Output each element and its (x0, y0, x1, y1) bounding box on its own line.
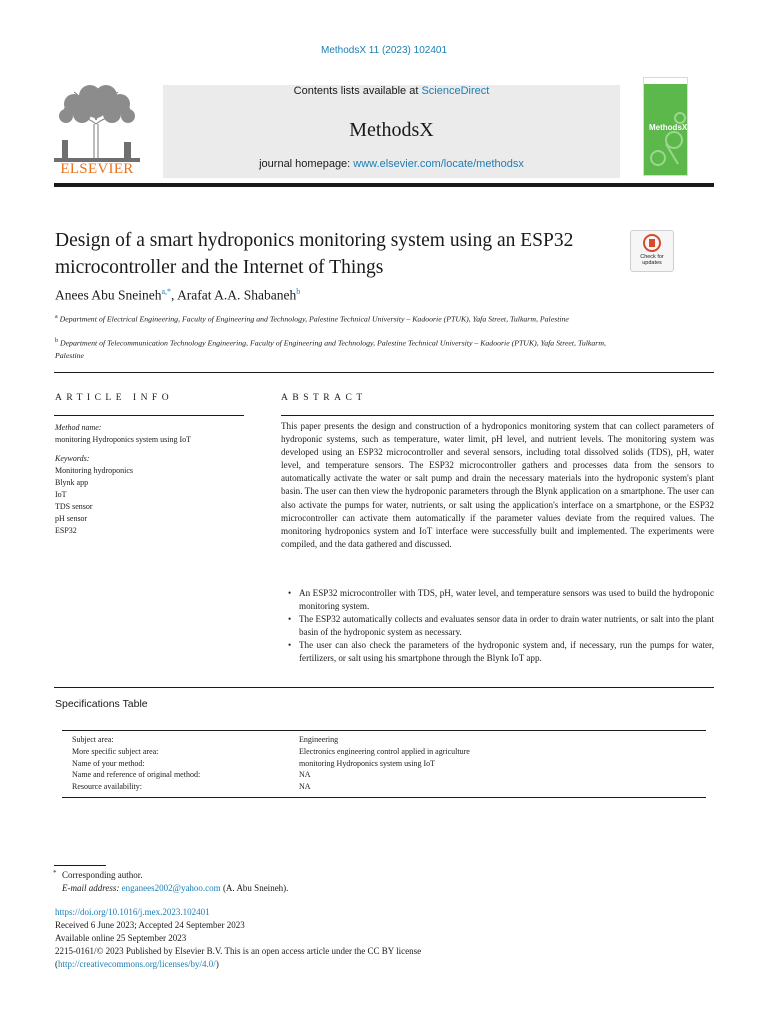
homepage-link[interactable]: www.elsevier.com/locate/methodsx (353, 158, 524, 170)
homepage-prefix: journal homepage: (259, 158, 354, 170)
article-info-panel (55, 422, 241, 537)
table-row (62, 758, 706, 770)
received-dates: Received 6 June 2023; Accepted 24 September 2023 (55, 920, 245, 930)
author-list (55, 287, 300, 304)
email-label: E-mail address: (62, 883, 120, 893)
highlights-list (281, 587, 714, 666)
author-separator: , (171, 287, 178, 303)
author-name[interactable]: Anees Abu Sneineh (55, 287, 162, 303)
author-affiliation-mark[interactable]: a,* (161, 287, 172, 296)
table-row (62, 769, 706, 781)
keyword-item: TDS sensor (55, 502, 93, 511)
keyword-item: IoT (55, 490, 67, 499)
section-divider (54, 372, 714, 373)
corresponding-author-footnote (53, 869, 289, 895)
abstract-text: This paper presents the design and construction of a hydroponics monitoring system that can collect parameters of hydroponic systems, such as temperature, water limit, pH level, and nutrient levels. The monitoring system was developed using an ESP32 microcontroller and several sensors, including total dissolved solids (TDS), pH, water level, and temperature sensors. The ESP32 microcontroller gathers and processes data from the sensors to automatically activate the water or salt pump and drain the necessary materials into the hydroponic system's plant basin. The user can then view the hydroponic parameters through the Blynk application on a smartphone. The user can also activate the pumps for water, nutrients, or salt using the application's interface on a smartphone, or the ESP32 microcontroller can activate them automatically if the parameter values deviate from the required values. The monitoring hydroponics system and IoT interface were successfully built and implemented. The experiments were compiled, and the data gathered and discussed. (281, 421, 714, 549)
affiliation-a (55, 311, 615, 326)
table-row (62, 734, 706, 746)
affiliation-text: Department of Telecommunication Technology Engineering, Faculty of Engineering and Technology, Palestine Technical University – Kadoorie (PTUK), Yafa Street, Tulkarm, Palestine (55, 338, 606, 360)
abstract-heading: ABSTRACT (281, 393, 367, 403)
highlight-item: • The ESP32 automatically collects and evaluates sensor data in order to drain water nutrients, or salt into the plant basin of the hydroponic system as necessary. (281, 613, 714, 639)
article-title: Design of a smart hydroponics monitoring system using an ESP32 microcontroller and the Internet of Things (55, 230, 574, 278)
specifications-table (62, 730, 706, 798)
method-name-label: Method name: (55, 423, 102, 432)
spec-value: Electronics engineering control applied in agriculture (299, 746, 470, 756)
table-row (62, 781, 706, 793)
check-for-updates-button[interactable] (630, 230, 674, 272)
email-link[interactable]: enganees2002@yahoo.com (121, 883, 221, 893)
header-rule (54, 183, 714, 187)
cover-journal-title: MethodsX (649, 123, 688, 132)
article-info-heading: ARTICLE INFO (55, 393, 174, 403)
journal-cover (643, 77, 688, 176)
bookmark-icon (643, 234, 661, 252)
license-open-paren: ( (55, 959, 58, 969)
footnote-star: * (53, 869, 57, 877)
badge-line-1: Check for (640, 254, 664, 260)
license-url-line (55, 958, 421, 971)
email-suffix: (A. Abu Sneineh). (220, 883, 289, 893)
publisher-wordmark: ELSEVIER (60, 161, 134, 177)
keyword-item: Monitoring hydroponics (55, 466, 133, 475)
contents-prefix: Contents lists available at (293, 85, 422, 97)
author-affiliation-mark[interactable]: b (296, 287, 301, 296)
license-link[interactable]: http://creativecommons.org/licenses/by/4.0/ (58, 959, 216, 969)
corresponding-author-label: Corresponding author. (62, 870, 143, 880)
keywords-label: Keywords: (55, 454, 90, 463)
elsevier-tree-icon (54, 84, 140, 162)
affiliation-text: Department of Electrical Engineering, Faculty of Engineering and Technology, Palestine Technical University – Kadoorie (PTUK), Yafa Street, Tulkarm, Palestine (59, 314, 569, 324)
license-statement: 2215-0161/© 2023 Published by Elsevier B.V. This is an open access article under the CC BY license (55, 946, 422, 956)
abstract-rule (281, 415, 714, 416)
keyword-item: Blynk app (55, 478, 89, 487)
spec-value: Engineering (299, 735, 339, 744)
author-name[interactable]: Arafat A.A. Shabaneh (177, 287, 297, 303)
spec-value: NA (299, 782, 311, 792)
affiliation-mark: a (55, 314, 58, 320)
spec-value: monitoring Hydroponics system using IoT (299, 758, 435, 768)
citation-link[interactable]: MethodsX 11 (2023) 102401 (320, 45, 447, 56)
sciencedirect-link[interactable]: ScienceDirect (421, 85, 490, 97)
badge-line-2: updates (642, 260, 662, 266)
article-info-rule (54, 415, 244, 416)
publication-info (55, 906, 421, 971)
table-row (62, 746, 706, 758)
journal-citation[interactable] (0, 45, 768, 56)
keyword-item: pH sensor (55, 514, 88, 523)
highlight-item: • The user can also check the parameters of the hydroponic system and, if necessary, run the pumps for water, fertilizers, or salt using his smartphone through the Blynk IoT app. (281, 639, 714, 665)
journal-name: MethodsX (349, 119, 434, 141)
affiliation-mark: b (55, 338, 58, 344)
spec-key: Subject area: (72, 735, 114, 744)
contents-line (163, 85, 620, 97)
online-date: Available online 25 September 2023 (55, 933, 187, 943)
journal-banner (163, 85, 620, 178)
footnote-rule (54, 865, 106, 866)
license-close-paren: ) (215, 959, 219, 969)
keyword-item: ESP32 (55, 526, 77, 535)
abstract-end-divider (54, 687, 714, 688)
specifications-title: Specifications Table (55, 698, 148, 710)
homepage-line (163, 158, 620, 170)
spec-key: Name and reference of original method: (72, 770, 201, 780)
elsevier-logo (54, 84, 140, 178)
check-for-updates-label (631, 254, 673, 266)
doi-link[interactable]: https://doi.org/10.1016/j.mex.2023.102401 (55, 907, 210, 917)
spec-key: More specific subject area: (72, 746, 159, 756)
method-name-value: monitoring Hydroponics system using IoT (55, 435, 191, 444)
affiliation-b (55, 335, 615, 362)
email-line (62, 882, 288, 895)
highlight-item: • An ESP32 microcontroller with TDS, pH, water level, and temperature sensors was used to build the hydroponic monitoring system. (281, 587, 714, 613)
spec-key: Resource availability: (72, 782, 142, 792)
spec-key: Name of your method: (72, 758, 145, 768)
spec-value: NA (299, 770, 311, 780)
